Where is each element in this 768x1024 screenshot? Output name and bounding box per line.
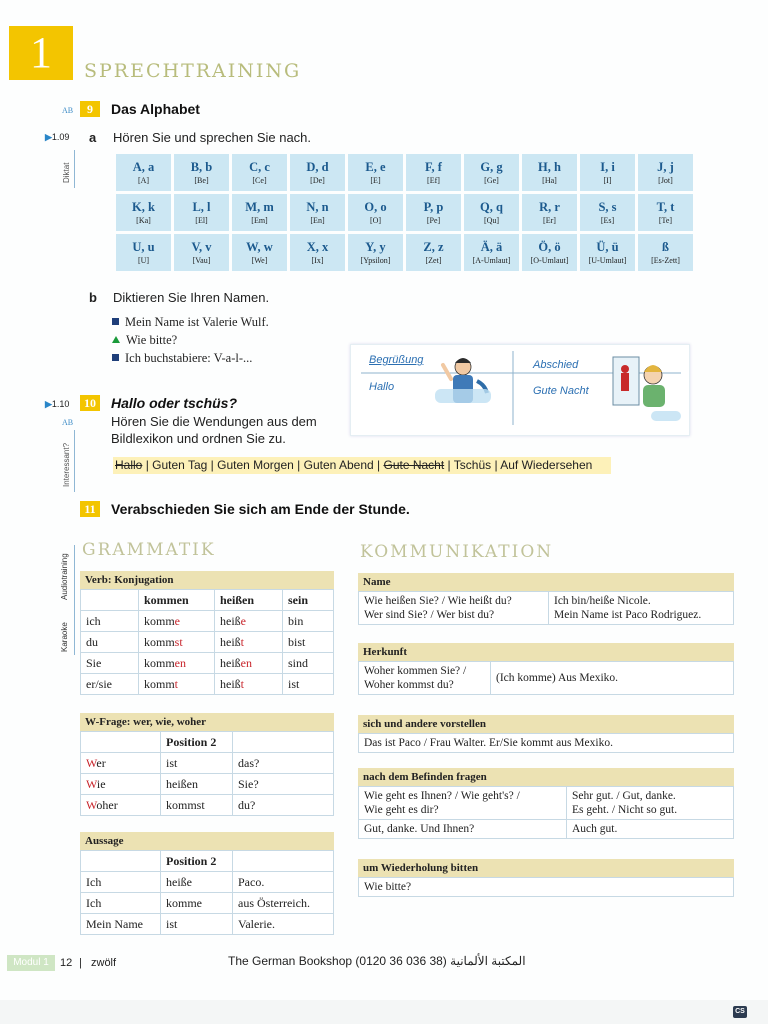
letter-cell <box>116 194 171 231</box>
wiederholung-table <box>358 877 734 897</box>
table-row: Ich heiße Paco. <box>81 872 334 893</box>
task-b-label: b <box>89 290 97 305</box>
letter: E, e <box>365 159 386 174</box>
letter: Ü, ü <box>596 239 619 254</box>
letter-cell <box>464 194 519 231</box>
table-row: Sie kommen heißen sind <box>81 653 334 674</box>
pronunciation: [Qu] <box>483 215 500 225</box>
alphabet-table <box>113 151 696 274</box>
table-row: Wie heißen Sie? / Wie heißt du? Wer sind Sie? / Wer bist du? Ich bin/heiße Nicole. Mein Name ist Paco Rodriguez. <box>359 592 734 625</box>
word-bank: Hallo | Guten Tag | Guten Morgen | Guten Abend | Gute Nacht | Tschüs | Auf Wiedersehen <box>113 457 611 474</box>
diktat-label: Diktat <box>62 162 71 183</box>
box-header: sich und andere vorstellen <box>358 715 734 733</box>
conjugation-table <box>80 589 334 695</box>
letter-cell <box>406 154 461 191</box>
side-line <box>74 545 75 655</box>
instruction-line: Bildlexikon und ordnen Sie zu. <box>111 431 286 446</box>
letter-cell <box>580 154 635 191</box>
name-box <box>358 573 734 625</box>
letter-cell <box>290 194 345 231</box>
word-item: Tschüs <box>453 458 492 472</box>
letter-cell <box>174 234 229 271</box>
table-row: Woher kommst du? <box>81 795 334 816</box>
letter: J, j <box>657 159 674 174</box>
pronunciation: [Ge] <box>484 175 499 185</box>
pronunciation: [Ha] <box>542 175 557 185</box>
dialog-line: Ich buchstabiere: V-a-l-... <box>112 351 252 366</box>
triangle-bullet-icon <box>112 336 120 343</box>
kommunikation-title: KOMMUNIKATION <box>360 542 554 562</box>
ab-tag: AB <box>62 418 74 427</box>
pronunciation: [I] <box>603 175 612 185</box>
box-header: Aussage <box>80 832 334 850</box>
letter: I, i <box>600 159 615 174</box>
ab-tag: AB <box>62 106 74 115</box>
task-a-label: a <box>89 130 97 145</box>
letter: N, n <box>306 199 329 214</box>
audio-track[interactable] <box>45 399 69 410</box>
letter-cell <box>232 234 287 271</box>
audio-track[interactable] <box>45 132 69 143</box>
bookshop-watermark: The German Bookshop (0120 36 036 38) المكتبة الألمانية <box>228 954 526 968</box>
pronunciation: [O-Umlaut] <box>530 255 569 265</box>
herkunft-box <box>358 643 734 695</box>
gute-nacht-label: Gute Nacht <box>533 385 589 397</box>
herkunft-table <box>358 661 734 695</box>
pronunciation: [Em] <box>251 215 268 225</box>
letter-cell <box>464 154 519 191</box>
letter-cell <box>406 234 461 271</box>
letter-cell <box>232 194 287 231</box>
pronunciation: [We] <box>251 255 268 265</box>
column-header: Position 2 <box>161 732 233 753</box>
table-row: er/sie kommt heißt ist <box>81 674 334 695</box>
pronunciation: [A] <box>137 175 150 185</box>
column-header: Position 2 <box>161 851 233 872</box>
letter: A, a <box>132 159 155 174</box>
letter-cell <box>290 154 345 191</box>
side-line <box>74 150 75 188</box>
bildlexikon-picture <box>350 344 690 436</box>
table-row: Das ist Paco / Frau Walter. Er/Sie kommt aus Mexiko. <box>359 734 734 753</box>
letter-cell <box>638 154 693 191</box>
chapter-number: 1 <box>9 26 73 80</box>
alphabet-row <box>116 194 693 231</box>
pronunciation: [O] <box>369 215 382 225</box>
letter: C, c <box>249 159 270 174</box>
name-table <box>358 591 734 625</box>
karaoke-label: Karaoke <box>60 622 69 652</box>
pronunciation: [A-Umlaut] <box>472 255 511 265</box>
cs-badge: CS <box>733 1006 747 1018</box>
letter: D, d <box>306 159 329 174</box>
w-frage-box <box>80 713 334 816</box>
table-row: Gut, danke. Und Ihnen? Auch gut. <box>359 820 734 839</box>
exercise-number: 11 <box>80 501 100 517</box>
letter-cell <box>522 234 577 271</box>
letter-cell <box>580 194 635 231</box>
page-word: zwölf <box>91 957 117 969</box>
hallo-label: Hallo <box>369 381 395 393</box>
letter: Y, y <box>365 239 386 254</box>
pronunciation: [Ka] <box>136 215 151 225</box>
pronunciation: [De] <box>310 175 325 185</box>
pronunciation: [Es-Zett] <box>651 255 680 265</box>
track-number: 1.10 <box>51 399 70 409</box>
word-item: Guten Tag <box>152 458 208 472</box>
table-row: Wie bitte? <box>359 878 734 897</box>
letter: G, g <box>480 159 503 174</box>
table-row: Ich komme aus Österreich. <box>81 893 334 914</box>
letter: R, r <box>539 199 560 214</box>
vorstellen-table <box>358 733 734 753</box>
letter: Ä, ä <box>480 239 503 254</box>
wiederholung-box <box>358 859 734 897</box>
bottom-margin <box>0 1000 768 1024</box>
exercise-number: 10 <box>80 395 100 411</box>
befinden-box <box>358 768 734 839</box>
side-line <box>74 430 75 492</box>
letter-cell <box>174 154 229 191</box>
letter: M, m <box>245 199 274 214</box>
modul-tag: Modul 1 <box>7 955 55 971</box>
letter: X, x <box>306 239 329 254</box>
pronunciation: [Be] <box>194 175 209 185</box>
square-bullet-icon <box>112 354 119 361</box>
letter-cell <box>406 194 461 231</box>
square-bullet-icon <box>112 318 119 325</box>
box-header: um Wiederholung bitten <box>358 859 734 877</box>
letter: T, t <box>656 199 675 214</box>
footer-divider: | <box>79 957 82 969</box>
dialog-line: Mein Name ist Valerie Wulf. <box>112 315 269 330</box>
aussage-table <box>80 850 334 935</box>
letter-cell <box>638 234 693 271</box>
chapter-title: SPRECHTRAINING <box>84 60 302 82</box>
exercise-title: Das Alphabet <box>111 101 200 117</box>
letter: H, h <box>538 159 561 174</box>
pronunciation: [Ce] <box>252 175 267 185</box>
column-header: sein <box>283 590 334 611</box>
pronunciation: [El] <box>195 215 208 225</box>
table-row: Wer ist das? <box>81 753 334 774</box>
aussage-box <box>80 832 334 935</box>
exercise-title: Verabschieden Sie sich am Ende der Stunde. <box>111 501 410 517</box>
audiotraining-label: Audiotraining <box>60 553 69 600</box>
letter-cell <box>348 154 403 191</box>
instruction-line: Hören Sie die Wendungen aus dem <box>111 414 317 429</box>
letter-cell <box>290 234 345 271</box>
w-frage-table <box>80 731 334 816</box>
letter: Ö, ö <box>538 239 561 254</box>
letter: V, v <box>191 239 212 254</box>
letter-cell <box>522 154 577 191</box>
alphabet-row <box>116 234 693 271</box>
track-number: 1.09 <box>51 132 70 142</box>
pronunciation: [Te] <box>658 215 673 225</box>
letter-cell <box>116 154 171 191</box>
letter: Q, q <box>480 199 503 214</box>
box-header: W-Frage: wer, wie, woher <box>80 713 334 731</box>
word-item: Guten Morgen <box>217 458 294 472</box>
begruessung-label: Begrüßung <box>369 354 424 366</box>
box-header: nach dem Befinden fragen <box>358 768 734 786</box>
column-header: heißen <box>215 590 283 611</box>
pronunciation: [Es] <box>600 215 615 225</box>
letter: P, p <box>423 199 444 214</box>
dialog-line: Wie bitte? <box>112 333 177 348</box>
table-row: Wie geht es Ihnen? / Wie geht's? / Wie geht es dir? Sehr gut. / Gut, danke. Es geht. / Nicht so gut. <box>359 787 734 820</box>
letter-cell <box>116 234 171 271</box>
letter: L, l <box>192 199 211 214</box>
pronunciation: [Ypsilon] <box>360 255 391 265</box>
task-b-text: Diktieren Sie Ihren Namen. <box>113 290 270 305</box>
column-header: kommen <box>139 590 215 611</box>
letter: U, u <box>132 239 155 254</box>
table-row: ich komme heiße bin <box>81 611 334 632</box>
pronunciation: [Ix] <box>311 255 324 265</box>
vorstellen-box <box>358 715 734 753</box>
letter-cell <box>638 194 693 231</box>
play-icon: ▶ <box>45 399 52 409</box>
pronunciation: [Er] <box>543 215 556 225</box>
letter: S, s <box>598 199 617 214</box>
letter-cell <box>348 234 403 271</box>
grammatik-title: GRAMMATIK <box>82 540 216 560</box>
letter: Z, z <box>423 239 444 254</box>
letter-cell <box>522 194 577 231</box>
table-row: Mein Name ist Valerie. <box>81 914 334 935</box>
letter: O, o <box>364 199 387 214</box>
befinden-table <box>358 786 734 839</box>
word-item: Hallo <box>115 458 143 472</box>
pronunciation: [Vau] <box>192 255 211 265</box>
word-item: Auf Wiedersehen <box>500 458 593 472</box>
letter: W, w <box>246 239 273 254</box>
table-row: Wie heißen Sie? <box>81 774 334 795</box>
interessant-label: Interessant? <box>62 442 71 487</box>
pronunciation: [En] <box>310 215 325 225</box>
letter-cell <box>174 194 229 231</box>
alphabet-row <box>116 154 693 191</box>
letter-cell <box>232 154 287 191</box>
pronunciation: [E] <box>370 175 381 185</box>
pronunciation: [Ef] <box>427 175 440 185</box>
pronunciation: [Jot] <box>658 175 673 185</box>
letter-cell <box>464 234 519 271</box>
word-item: Guten Abend <box>303 458 374 472</box>
pronunciation: [U] <box>137 255 150 265</box>
letter-cell <box>348 194 403 231</box>
pronunciation: [Zet] <box>425 255 442 265</box>
box-header: Herkunft <box>358 643 734 661</box>
table-row: du kommst heißt bist <box>81 632 334 653</box>
abschied-label: Abschied <box>533 359 579 371</box>
pronunciation: [U-Umlaut] <box>588 255 627 265</box>
box-header: Name <box>358 573 734 591</box>
pronunciation: [Pe] <box>426 215 441 225</box>
letter: F, f <box>425 159 442 174</box>
exercise-title: Hallo oder tschüs? <box>111 395 238 411</box>
letter: K, k <box>132 199 155 214</box>
task-a-text: Hören Sie und sprechen Sie nach. <box>113 130 312 145</box>
letter: B, b <box>190 159 213 174</box>
page-number: 12 <box>60 957 73 969</box>
play-icon: ▶ <box>45 132 52 142</box>
table-row: Woher kommen Sie? / Woher kommst du? (Ich komme) Aus Mexiko. <box>359 662 734 695</box>
letter: ß <box>662 239 669 254</box>
verb-conjugation-box <box>80 571 334 695</box>
box-header: Verb: Konjugation <box>80 571 334 589</box>
exercise-number: 9 <box>80 101 100 117</box>
letter-cell <box>580 234 635 271</box>
word-item: Gute Nacht <box>383 458 445 472</box>
